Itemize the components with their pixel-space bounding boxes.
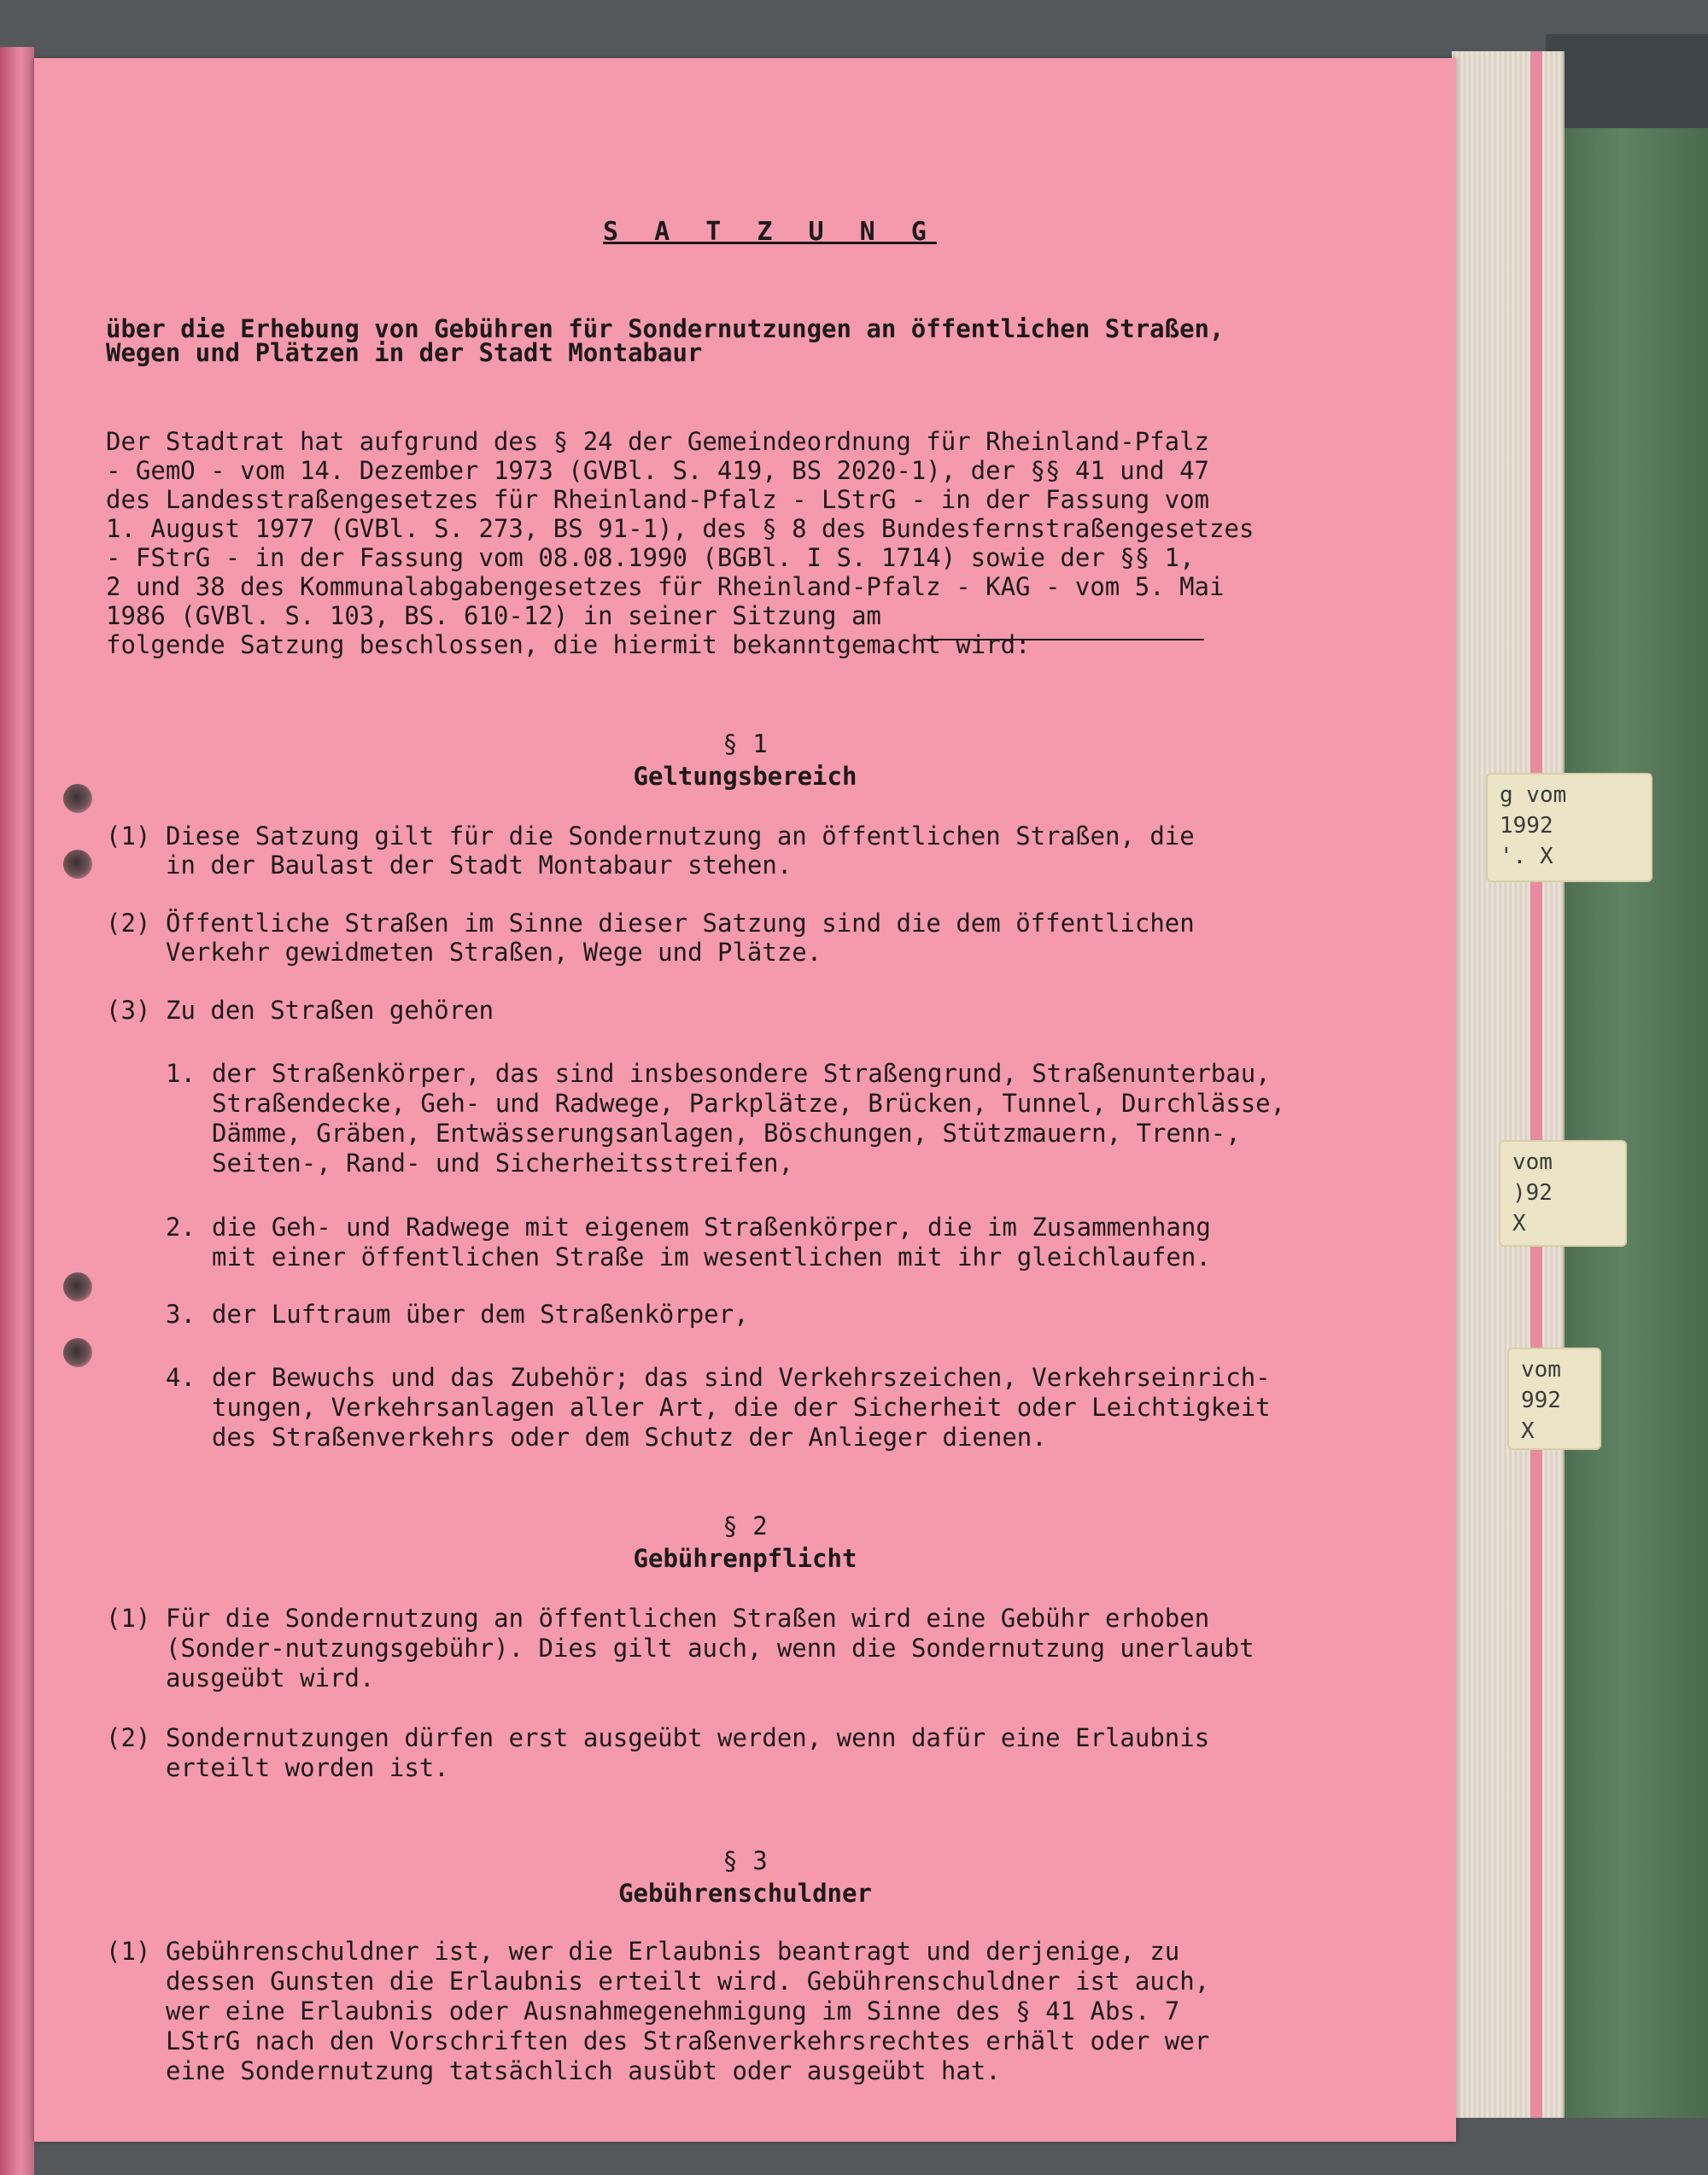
list-item-line: Straßendecke, Geh- und Radwege, Parkplätze, Brücken, Tunnel, Durchlässe,	[212, 1089, 1286, 1118]
punch-hole	[63, 1338, 92, 1367]
paragraph-line: LStrG nach den Vorschriften des Straßenverkehrsrechtes erhält oder wer	[166, 2026, 1210, 2055]
binder-cover	[1563, 128, 1708, 2118]
paragraph-number: (2)	[106, 1723, 151, 1752]
tab-line: g vom	[1500, 782, 1567, 808]
list-item-number: 4.	[166, 1363, 196, 1392]
tab-line: X	[1521, 1418, 1535, 1444]
previous-page-edge	[0, 47, 34, 2175]
paragraph-number: (1)	[106, 1604, 151, 1633]
paragraph-line: eine Sondernutzung tatsächlich ausübt oder ausgeübt hat.	[166, 2056, 1001, 2085]
preamble-line: - FStrG - in der Fassung vom 08.08.1990 (BGBl. I S. 1714) sowie der §§ 1,	[106, 543, 1195, 572]
preamble-line: - GemO - vom 14. Dezember 1973 (GVBl. S. 419, BS 2020-1), der §§ 41 und 47	[106, 456, 1210, 485]
tab-line: vom	[1521, 1357, 1561, 1383]
paragraph-line: Gebührenschuldner ist, wer die Erlaubnis beantragt und derjenige, zu	[166, 1937, 1180, 1966]
tab-line: 1992	[1500, 813, 1553, 839]
page-title: S A T Z U N G	[603, 217, 937, 247]
paragraph-line: erteilt worden ist.	[166, 1753, 449, 1782]
section-1-header	[34, 728, 1456, 792]
paragraph-line: ausgeübt wird.	[166, 1663, 375, 1693]
paragraph-line: Sondernutzungen dürfen erst ausgeübt werden, wenn dafür eine Erlaubnis	[166, 1723, 1210, 1752]
tab-line: )92	[1512, 1180, 1553, 1206]
preamble-line: 1986 (GVBl. S. 103, BS. 610-12) in seiner Sitzung am	[106, 601, 881, 630]
punch-hole	[63, 850, 92, 879]
section-number: § 1	[722, 729, 768, 758]
preamble-line: 1. August 1977 (GVBl. S. 273, BS 91-1), des § 8 des Bundesfernstraßengesetzes	[106, 514, 1255, 543]
page-stack	[1452, 51, 1565, 2118]
subtitle-line: über die Erhebung von Gebühren für Sondernutzungen an öffentlichen Straßen,	[106, 314, 1225, 343]
section-heading: Gebührenpflicht	[633, 1544, 857, 1573]
paragraph-line: dessen Gunsten die Erlaubnis erteilt wird. Gebührenschuldner ist auch,	[166, 1967, 1210, 1996]
list-item-line: der Luftraum über dem Straßenkörper,	[212, 1300, 749, 1329]
preamble-line: folgende Satzung beschlossen, die hiermit bekanntgemacht wird:	[106, 630, 1031, 659]
list-item-line: des Straßenverkehrs oder dem Schutz der Anlieger dienen.	[212, 1423, 1047, 1452]
pink-page-edge	[1530, 51, 1542, 2118]
list-item-number: 3.	[166, 1300, 196, 1329]
paragraph-number: (1)	[106, 821, 151, 851]
tab-line: 992	[1521, 1388, 1561, 1413]
list-item-line: Seiten-, Rand- und Sicherheitsstreifen,	[212, 1149, 793, 1178]
paragraph-line: Zu den Straßen gehören	[166, 996, 494, 1025]
tab-line: '. X	[1500, 844, 1553, 869]
section-3-header	[34, 1845, 1456, 1909]
list-item-number: 2.	[166, 1213, 196, 1242]
section-number: § 3	[722, 1846, 768, 1875]
list-item-line: mit einer öffentlichen Straße im wesentlichen mit ihr gleichlaufen.	[212, 1242, 1211, 1272]
index-tab-3[interactable]	[1507, 1348, 1601, 1450]
paragraph-number: (3)	[106, 996, 151, 1025]
subtitle-line: Wegen und Plätzen in der Stadt Montabaur	[106, 338, 703, 367]
section-heading: Geltungsbereich	[633, 762, 857, 791]
section-2-header	[34, 1510, 1456, 1575]
index-tab-2[interactable]	[1499, 1140, 1627, 1247]
tab-line: X	[1512, 1211, 1526, 1237]
paragraph-number: (1)	[106, 1937, 151, 1966]
paragraph-line: Diese Satzung gilt für die Sondernutzung an öffentlichen Straßen, die	[166, 821, 1195, 851]
section-number: § 2	[722, 1511, 768, 1541]
tab-line: vom	[1512, 1149, 1553, 1175]
list-item-line: der Straßenkörper, das sind insbesondere Straßengrund, Straßenunterbau,	[212, 1059, 1271, 1088]
paragraph-line: Für die Sondernutzung an öffentlichen Straßen wird eine Gebühr erhoben	[166, 1604, 1210, 1633]
paragraph-line: Öffentliche Straßen im Sinne dieser Satzung sind die dem öffentlichen	[166, 909, 1195, 938]
list-item-number: 1.	[166, 1059, 196, 1088]
preamble-line: des Landesstraßengesetzes für Rheinland-Pfalz - LStrG - in der Fassung vom	[106, 485, 1210, 514]
preamble-line: Der Stadtrat hat aufgrund des § 24 der Gemeindeordnung für Rheinland-Pfalz	[106, 427, 1210, 456]
list-item-line: die Geh- und Radwege mit eigenem Straßenkörper, die im Zusammenhang	[212, 1213, 1211, 1242]
section-heading: Gebührenschuldner	[618, 1879, 872, 1908]
paragraph-number: (2)	[106, 909, 151, 938]
paragraph-line: Verkehr gewidmeten Straßen, Wege und Plätze.	[166, 938, 822, 967]
list-item-line: tungen, Verkehrsanlagen aller Art, die der Sicherheit oder Leichtigkeit	[212, 1393, 1271, 1422]
list-item-line: Dämme, Gräben, Entwässerungsanlagen, Böschungen, Stützmauern, Trenn-,	[212, 1119, 1241, 1148]
paragraph-line: in der Baulast der Stadt Montabaur stehen.	[166, 851, 793, 880]
list-item-line: der Bewuchs und das Zubehör; das sind Verkehrszeichen, Verkehrseinrich-	[212, 1363, 1271, 1392]
paragraph-line: (Sonder-nutzungsgebühr). Dies gilt auch, wenn die Sondernutzung unerlaubt	[166, 1634, 1255, 1663]
index-tab-1[interactable]	[1486, 773, 1652, 882]
punch-hole	[63, 1272, 92, 1301]
paragraph-line: wer eine Erlaubnis oder Ausnahmegenehmigung im Sinne des § 41 Abs. 7	[166, 1997, 1180, 2026]
preamble-line: 2 und 38 des Kommunalabgabengesetzes für Rheinland-Pfalz - KAG - vom 5. Mai	[106, 572, 1225, 601]
